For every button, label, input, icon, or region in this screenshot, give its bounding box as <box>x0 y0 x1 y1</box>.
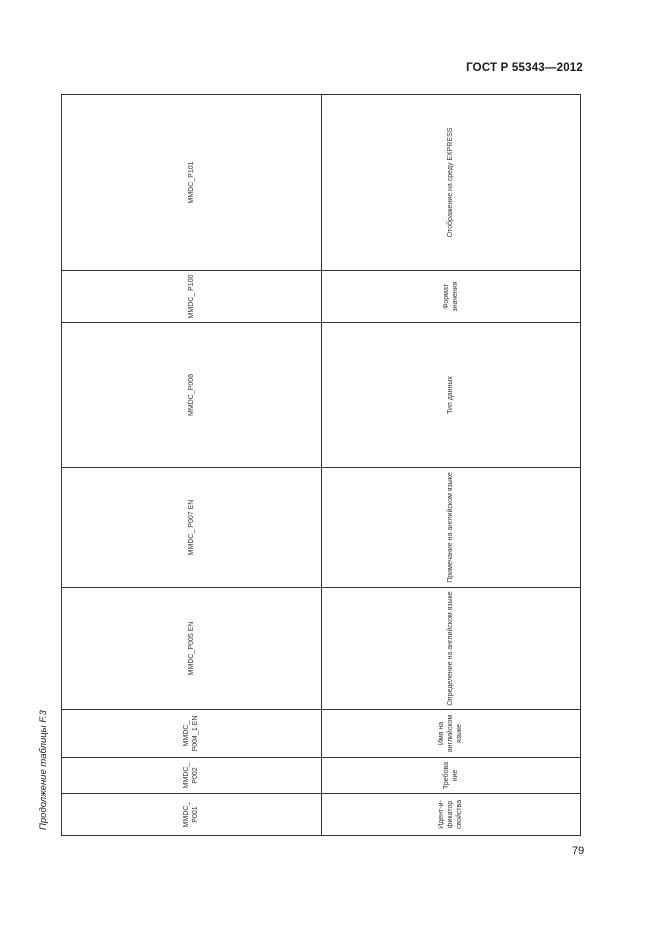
properties-table <box>61 94 581 836</box>
code-cell: MMDC_ P100 <box>62 270 322 322</box>
description-cell: Примечание на английском языке <box>321 467 581 587</box>
description-cell: Идент-и- фикатор свойства <box>321 794 581 836</box>
description-cell: Требование <box>321 758 581 794</box>
description-cell: Формат значения <box>321 270 581 322</box>
description-cell: Определение на английском языке <box>321 588 581 710</box>
table-description-row <box>321 94 581 835</box>
rotated-table-container <box>61 95 581 836</box>
standard-number: ГОСТ Р 55343—2012 <box>466 62 583 74</box>
code-cell: MMDC_ P004_1 EN <box>62 710 322 758</box>
code-cell: MMDC_ P007 EN <box>62 467 322 587</box>
code-cell: MMDC_P101 <box>62 94 322 270</box>
page-number: 79 <box>572 845 585 857</box>
description-cell: Отображение на среду EXPRESS <box>321 94 581 270</box>
table-caption: Продолжение таблицы F.3 <box>38 710 49 830</box>
table-code-row <box>62 94 322 835</box>
code-cell: MMDC_P005 EN <box>62 588 322 710</box>
description-cell: Тип данных <box>321 322 581 467</box>
code-cell: MMDC_ P002 <box>62 758 322 794</box>
code-cell: MMDC_ P001 <box>62 794 322 836</box>
code-cell: MMDC_P008 <box>62 322 322 467</box>
description-cell: Имя на английском языке <box>321 710 581 758</box>
